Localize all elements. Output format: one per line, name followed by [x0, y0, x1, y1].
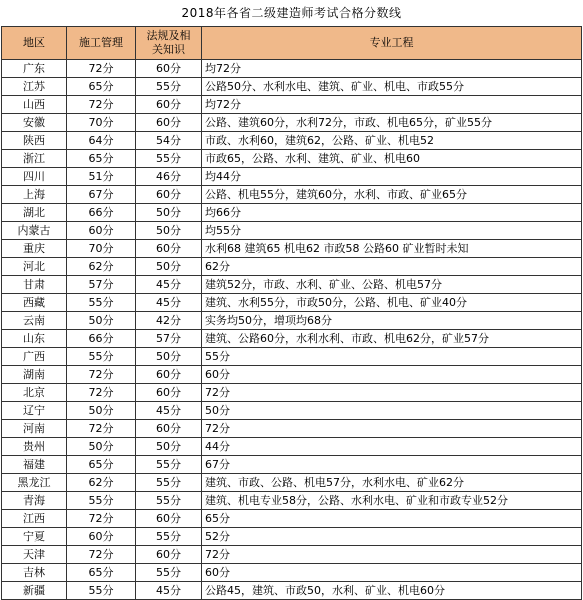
- cell-law: 60分: [136, 420, 202, 438]
- table-row: [2, 402, 582, 420]
- table-row: [2, 438, 582, 456]
- cell-construction: 64分: [67, 132, 136, 150]
- cell-region: 云南: [2, 312, 67, 330]
- cell-construction: 65分: [67, 78, 136, 96]
- cell-specialty: 均44分: [202, 168, 582, 186]
- cell-specialty: 均66分: [202, 204, 582, 222]
- cell-region: 北京: [2, 384, 67, 402]
- cell-construction: 65分: [67, 564, 136, 582]
- cell-law: 55分: [136, 150, 202, 168]
- cell-specialty: 实务均50分，增项均68分: [202, 312, 582, 330]
- cell-specialty: 67分: [202, 456, 582, 474]
- cell-law: 50分: [136, 438, 202, 456]
- cell-specialty: 72分: [202, 420, 582, 438]
- cell-region: 天津: [2, 546, 67, 564]
- cell-specialty: 50分: [202, 402, 582, 420]
- cell-construction: 72分: [67, 366, 136, 384]
- cell-specialty: 均72分: [202, 60, 582, 78]
- cell-specialty: 市政、水利60，建筑62，公路、矿业、机电52: [202, 132, 582, 150]
- cell-law: 55分: [136, 474, 202, 492]
- cell-specialty: 65分: [202, 510, 582, 528]
- cell-construction: 62分: [67, 474, 136, 492]
- cell-region: 辽宁: [2, 402, 67, 420]
- cell-law: 60分: [136, 96, 202, 114]
- cell-region: 贵州: [2, 438, 67, 456]
- table-row: [2, 168, 582, 186]
- cell-region: 四川: [2, 168, 67, 186]
- cell-specialty: 公路45，建筑、市政50，水利、矿业、机电60分: [202, 582, 582, 600]
- cell-construction: 70分: [67, 114, 136, 132]
- cell-specialty: 72分: [202, 546, 582, 564]
- cell-construction: 55分: [67, 492, 136, 510]
- table-row: [2, 276, 582, 294]
- table-row: [2, 294, 582, 312]
- header-construction: 施工管理: [67, 27, 136, 60]
- table-row: [2, 204, 582, 222]
- cell-region: 甘肃: [2, 276, 67, 294]
- cell-specialty: 60分: [202, 366, 582, 384]
- table-row: [2, 150, 582, 168]
- table-row: [2, 348, 582, 366]
- cell-region: 湖北: [2, 204, 67, 222]
- cell-law: 55分: [136, 564, 202, 582]
- table-row: [2, 60, 582, 78]
- cell-law: 55分: [136, 456, 202, 474]
- table-row: [2, 582, 582, 600]
- cell-law: 60分: [136, 366, 202, 384]
- cell-specialty: 均72分: [202, 96, 582, 114]
- cell-law: 60分: [136, 546, 202, 564]
- cell-construction: 60分: [67, 222, 136, 240]
- table-row: [2, 456, 582, 474]
- table-row: [2, 312, 582, 330]
- cell-law: 55分: [136, 78, 202, 96]
- score-table: [1, 26, 582, 600]
- cell-region: 重庆: [2, 240, 67, 258]
- cell-construction: 55分: [67, 582, 136, 600]
- cell-region: 安徽: [2, 114, 67, 132]
- cell-construction: 65分: [67, 456, 136, 474]
- cell-construction: 72分: [67, 384, 136, 402]
- cell-law: 60分: [136, 510, 202, 528]
- cell-construction: 55分: [67, 348, 136, 366]
- table-row: [2, 510, 582, 528]
- table-row: [2, 564, 582, 582]
- cell-specialty: 建筑、机电专业58分，公路、水利水电、矿业和市政专业52分: [202, 492, 582, 510]
- cell-law: 55分: [136, 492, 202, 510]
- table-row: [2, 366, 582, 384]
- cell-specialty: 市政65，公路、水利、建筑、矿业、机电60: [202, 150, 582, 168]
- cell-construction: 50分: [67, 312, 136, 330]
- cell-specialty: 52分: [202, 528, 582, 546]
- cell-law: 42分: [136, 312, 202, 330]
- cell-region: 山东: [2, 330, 67, 348]
- cell-region: 吉林: [2, 564, 67, 582]
- table-row: [2, 528, 582, 546]
- cell-construction: 55分: [67, 294, 136, 312]
- cell-law: 50分: [136, 204, 202, 222]
- cell-construction: 57分: [67, 276, 136, 294]
- cell-construction: 70分: [67, 240, 136, 258]
- cell-construction: 72分: [67, 96, 136, 114]
- cell-specialty: 55分: [202, 348, 582, 366]
- table-row: [2, 222, 582, 240]
- cell-region: 青海: [2, 492, 67, 510]
- cell-law: 60分: [136, 60, 202, 78]
- cell-construction: 72分: [67, 546, 136, 564]
- cell-law: 55分: [136, 528, 202, 546]
- table-row: [2, 384, 582, 402]
- cell-construction: 72分: [67, 510, 136, 528]
- header-law: [136, 27, 202, 60]
- cell-region: 上海: [2, 186, 67, 204]
- table-body: [2, 60, 582, 600]
- cell-specialty: 公路50分、水利水电、建筑、矿业、机电、市政55分: [202, 78, 582, 96]
- cell-construction: 51分: [67, 168, 136, 186]
- table-row: [2, 114, 582, 132]
- cell-region: 广东: [2, 60, 67, 78]
- cell-region: 陕西: [2, 132, 67, 150]
- table-header-row: [2, 27, 582, 60]
- table-row: [2, 186, 582, 204]
- cell-specialty: 建筑、市政、公路、机电57分，水利水电、矿业62分: [202, 474, 582, 492]
- cell-law: 50分: [136, 222, 202, 240]
- cell-region: 河南: [2, 420, 67, 438]
- cell-law: 60分: [136, 240, 202, 258]
- cell-region: 广西: [2, 348, 67, 366]
- cell-region: 宁夏: [2, 528, 67, 546]
- cell-law: 46分: [136, 168, 202, 186]
- cell-law: 57分: [136, 330, 202, 348]
- cell-construction: 65分: [67, 150, 136, 168]
- cell-law: 45分: [136, 294, 202, 312]
- cell-law: 50分: [136, 258, 202, 276]
- table-row: [2, 474, 582, 492]
- table-row: [2, 420, 582, 438]
- cell-law: 45分: [136, 276, 202, 294]
- cell-construction: 72分: [67, 420, 136, 438]
- cell-specialty: 60分: [202, 564, 582, 582]
- cell-construction: 66分: [67, 204, 136, 222]
- cell-specialty: 建筑、水利55分，市政50分，公路、机电、矿业40分: [202, 294, 582, 312]
- cell-construction: 72分: [67, 60, 136, 78]
- table-row: [2, 546, 582, 564]
- cell-region: 福建: [2, 456, 67, 474]
- cell-law: 60分: [136, 114, 202, 132]
- cell-specialty: 公路、建筑60分，水利72分，市政、机电65分，矿业55分: [202, 114, 582, 132]
- cell-region: 江苏: [2, 78, 67, 96]
- header-region: 地区: [2, 27, 67, 60]
- cell-specialty: 建筑、公路60分，水利水利、市政、机电62分，矿业57分: [202, 330, 582, 348]
- cell-specialty: 62分: [202, 258, 582, 276]
- cell-law: 45分: [136, 582, 202, 600]
- cell-law: 60分: [136, 384, 202, 402]
- cell-law: 50分: [136, 348, 202, 366]
- cell-region: 山西: [2, 96, 67, 114]
- header-law-label: 法规及相关知识: [146, 29, 191, 56]
- cell-region: 黑龙江: [2, 474, 67, 492]
- header-specialty: 专业工程: [202, 27, 582, 60]
- table-row: [2, 492, 582, 510]
- cell-law: 54分: [136, 132, 202, 150]
- cell-region: 浙江: [2, 150, 67, 168]
- cell-specialty: 72分: [202, 384, 582, 402]
- cell-construction: 50分: [67, 438, 136, 456]
- cell-region: 内蒙古: [2, 222, 67, 240]
- cell-law: 60分: [136, 186, 202, 204]
- cell-construction: 62分: [67, 258, 136, 276]
- cell-specialty: 公路、机电55分，建筑60分，水利、市政、矿业65分: [202, 186, 582, 204]
- cell-region: 湖南: [2, 366, 67, 384]
- cell-construction: 50分: [67, 402, 136, 420]
- cell-specialty: 均55分: [202, 222, 582, 240]
- cell-region: 河北: [2, 258, 67, 276]
- cell-law: 45分: [136, 402, 202, 420]
- cell-construction: 67分: [67, 186, 136, 204]
- table-row: [2, 258, 582, 276]
- cell-construction: 60分: [67, 528, 136, 546]
- cell-region: 新疆: [2, 582, 67, 600]
- cell-region: 江西: [2, 510, 67, 528]
- page-title: 2018年各省二级建造师考试合格分数线: [181, 6, 402, 20]
- table-row: [2, 132, 582, 150]
- table-row: [2, 96, 582, 114]
- table-row: [2, 240, 582, 258]
- cell-construction: 66分: [67, 330, 136, 348]
- table-row: [2, 330, 582, 348]
- cell-specialty: 水利68 建筑65 机电62 市政58 公路60 矿业暂时未知: [202, 240, 582, 258]
- table-row: [2, 78, 582, 96]
- cell-specialty: 44分: [202, 438, 582, 456]
- cell-specialty: 建筑52分，市政、水利、矿业、公路、机电57分: [202, 276, 582, 294]
- cell-region: 西藏: [2, 294, 67, 312]
